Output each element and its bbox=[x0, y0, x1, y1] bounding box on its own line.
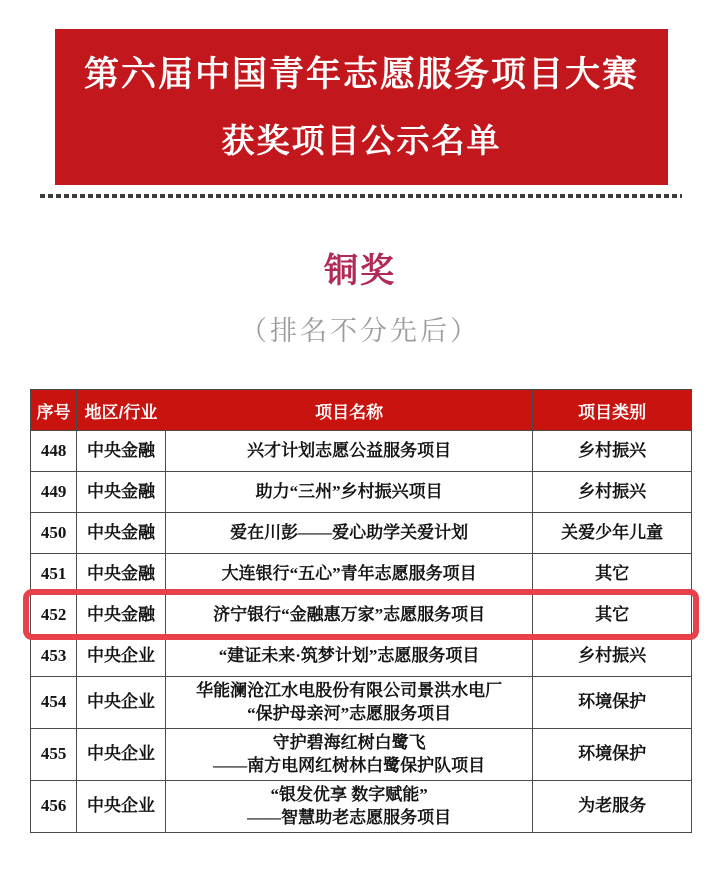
award-title: 铜奖 bbox=[324, 252, 396, 290]
sector-cell: 中央金融 bbox=[77, 595, 166, 636]
table-row bbox=[31, 781, 692, 833]
project-name-cell bbox=[165, 729, 533, 781]
banner-title-line2: 获奖项目公示名单 bbox=[221, 122, 502, 159]
project-name-line: 爱在川彭——爱心助学关爱计划 bbox=[230, 522, 469, 542]
project-name-cell bbox=[165, 677, 533, 729]
table-row bbox=[31, 636, 692, 677]
sector-cell: 中央企业 bbox=[77, 677, 166, 729]
sector-cell: 中央金融 bbox=[77, 513, 166, 554]
project-name-line: “保护母亲河”志愿服务项目 bbox=[247, 703, 452, 723]
table-row bbox=[31, 729, 692, 781]
row-number-cell: 448 bbox=[31, 431, 77, 472]
row-number-cell: 451 bbox=[31, 554, 77, 595]
sector-cell: 中央企业 bbox=[77, 729, 166, 781]
header-sector: 地区/行业 bbox=[77, 390, 166, 431]
category-cell: 关爱少年儿童 bbox=[533, 513, 692, 554]
project-name-cell bbox=[165, 431, 533, 472]
project-name-cell bbox=[165, 513, 533, 554]
category-cell: 为老服务 bbox=[533, 781, 692, 833]
sector-cell: 中央金融 bbox=[77, 472, 166, 513]
category-cell: 乡村振兴 bbox=[533, 472, 692, 513]
row-number-cell: 452 bbox=[31, 595, 77, 636]
category-cell: 乡村振兴 bbox=[533, 636, 692, 677]
sector-cell: 中央金融 bbox=[77, 554, 166, 595]
ranking-note: （排名不分先后） bbox=[240, 316, 480, 346]
project-name-cell bbox=[165, 781, 533, 833]
project-name-line: ——智慧助老志愿服务项目 bbox=[247, 807, 452, 827]
title-banner bbox=[55, 29, 668, 185]
table-row bbox=[31, 472, 692, 513]
category-cell: 乡村振兴 bbox=[533, 431, 692, 472]
project-name-line: “银发优享 数字赋能” bbox=[270, 784, 428, 804]
sector-cell: 中央金融 bbox=[77, 431, 166, 472]
banner-title-line1: 第六届中国青年志愿服务项目大赛 bbox=[83, 55, 639, 94]
category-cell: 其它 bbox=[533, 554, 692, 595]
project-name-line: ——南方电网红树林白鹭保护队项目 bbox=[213, 755, 486, 775]
row-number-cell: 453 bbox=[31, 636, 77, 677]
row-number-cell: 450 bbox=[31, 513, 77, 554]
project-name-cell bbox=[165, 636, 533, 677]
project-name-cell bbox=[165, 472, 533, 513]
project-name-cell bbox=[165, 554, 533, 595]
table-row bbox=[31, 431, 692, 472]
header-no: 序号 bbox=[31, 390, 77, 431]
header-category: 项目类别 bbox=[533, 390, 692, 431]
project-name-line: “建证未来·筑梦计划”志愿服务项目 bbox=[218, 645, 480, 665]
awards-table-wrap bbox=[30, 389, 692, 833]
project-name-line: 守护碧海红树白鹭飞 bbox=[272, 732, 426, 752]
table-row bbox=[31, 554, 692, 595]
table-body bbox=[31, 431, 692, 833]
row-number-cell: 456 bbox=[31, 781, 77, 833]
sector-cell: 中央企业 bbox=[77, 781, 166, 833]
header-project: 项目名称 bbox=[165, 390, 533, 431]
table-header-row bbox=[31, 390, 692, 431]
row-number-cell: 449 bbox=[31, 472, 77, 513]
category-cell: 其它 bbox=[533, 595, 692, 636]
awards-table bbox=[30, 389, 692, 833]
row-number-cell: 455 bbox=[31, 729, 77, 781]
project-name-line: 济宁银行“金融惠万家”志愿服务项目 bbox=[213, 604, 486, 624]
project-name-line: 华能澜沧江水电股份有限公司景洪水电厂 bbox=[196, 680, 503, 700]
table-row bbox=[31, 677, 692, 729]
project-name-line: 大连银行“五心”青年志愿服务项目 bbox=[221, 563, 477, 583]
project-name-cell bbox=[165, 595, 533, 636]
table-row bbox=[31, 595, 692, 636]
project-name-line: 兴才计划志愿公益服务项目 bbox=[247, 440, 452, 460]
announcement-page bbox=[0, 29, 720, 872]
category-cell: 环境保护 bbox=[533, 677, 692, 729]
table-row bbox=[31, 513, 692, 554]
project-name-line: 助力“三州”乡村振兴项目 bbox=[255, 481, 443, 501]
category-cell: 环境保护 bbox=[533, 729, 692, 781]
sector-cell: 中央企业 bbox=[77, 636, 166, 677]
row-number-cell: 454 bbox=[31, 677, 77, 729]
